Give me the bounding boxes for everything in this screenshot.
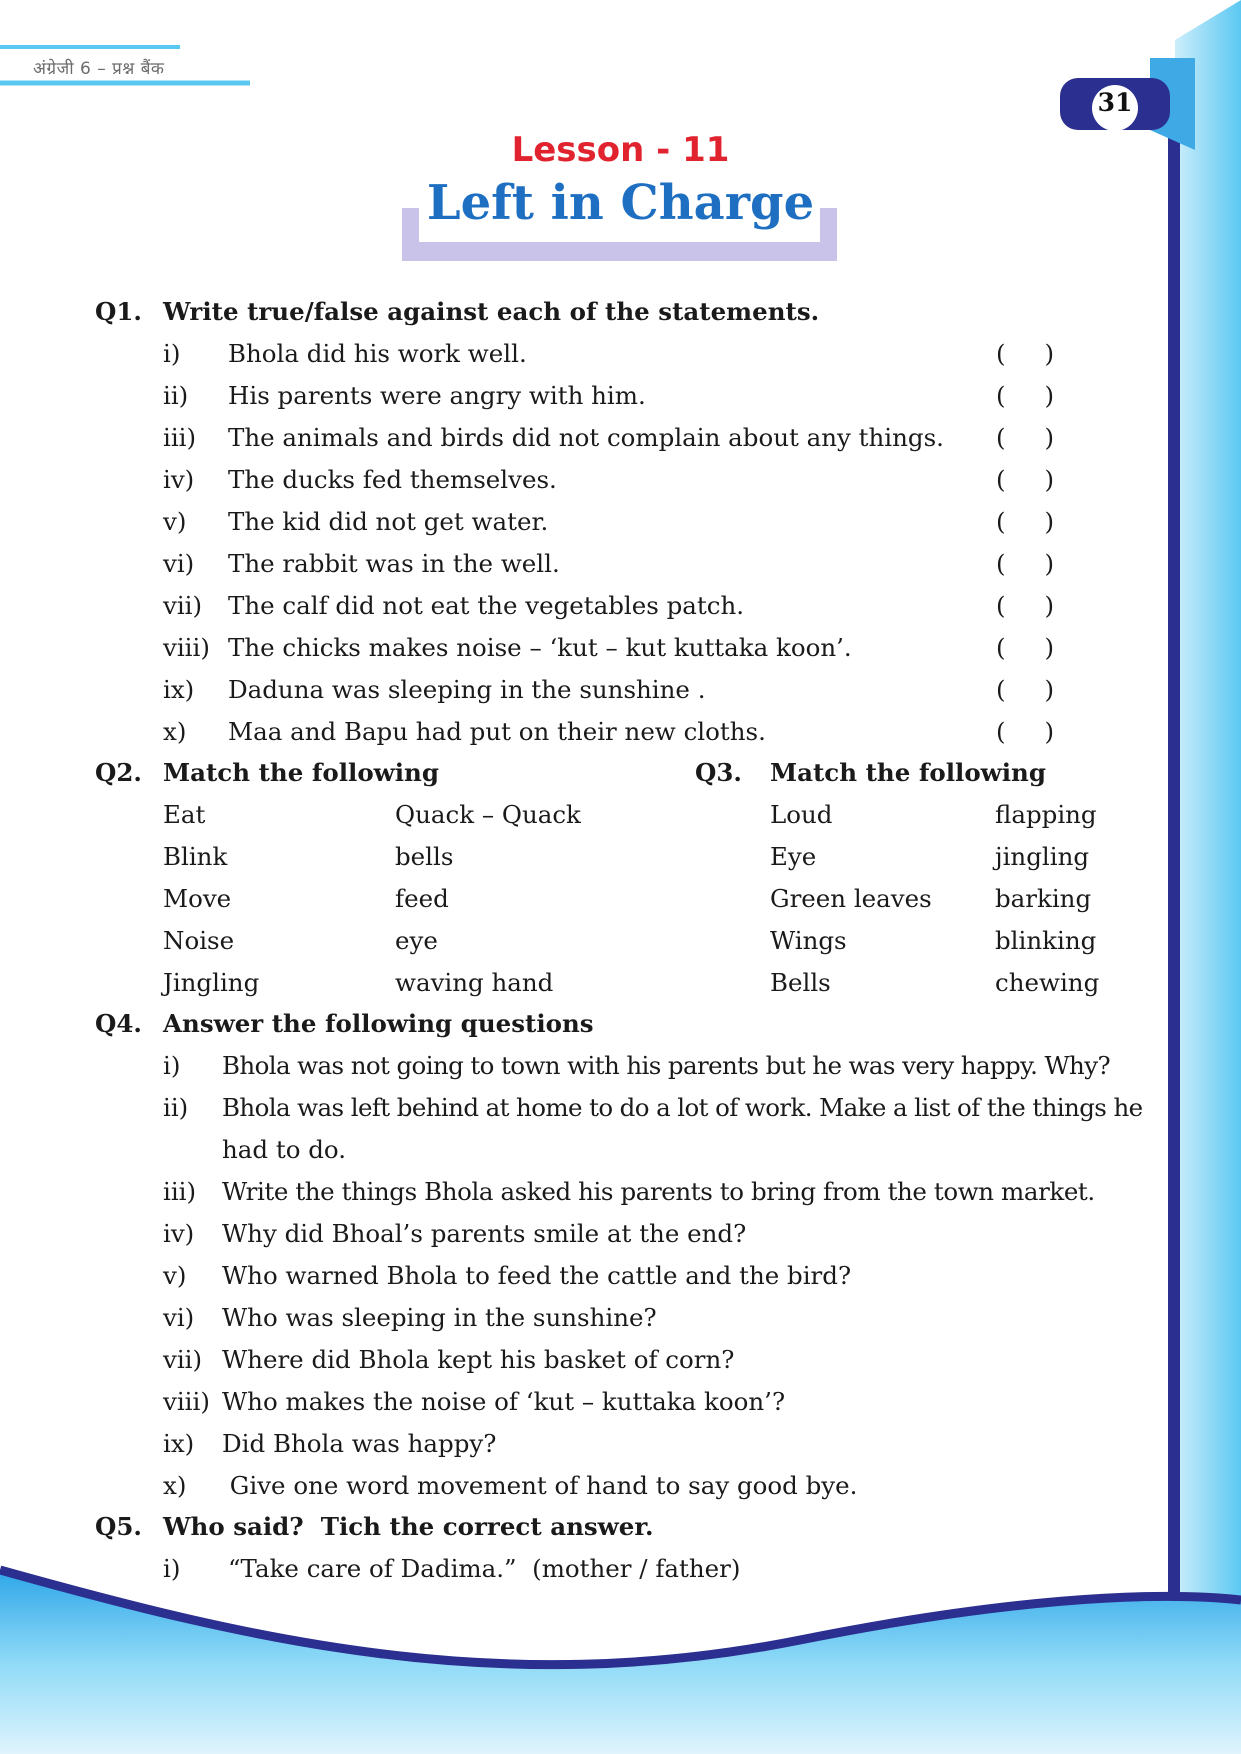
q4-item-num: x) bbox=[163, 1471, 187, 1500]
q4-item-text: Write the things Bhola asked his parents to bring from the town market. bbox=[222, 1177, 1095, 1206]
q1-item-num: i) bbox=[163, 339, 181, 368]
q4-item-text: Who makes the noise of ‘kut – kuttaka koon’? bbox=[222, 1387, 786, 1416]
q1-item-text: The animals and birds did not complain about any things. bbox=[228, 423, 944, 452]
q4-item-text: Who was sleeping in the sunshine? bbox=[222, 1303, 657, 1332]
q1-item-text: His parents were angry with him. bbox=[228, 381, 646, 410]
q1-item-num: iii) bbox=[163, 423, 197, 452]
q4-item-num: viii) bbox=[163, 1387, 210, 1416]
q4-item-num: i) bbox=[163, 1051, 181, 1080]
q1-item-text: Bhola did his work well. bbox=[228, 339, 527, 368]
q2-left-item: Eat bbox=[163, 800, 206, 829]
q1-label: Q1. bbox=[95, 297, 142, 326]
lesson-title: Left in Charge bbox=[426, 175, 815, 231]
q4-item-text: Why did Bhoal’s parents smile at the end? bbox=[222, 1219, 747, 1248]
q1-answer-blank[interactable]: ( ) bbox=[996, 591, 1055, 620]
q3-left-item: Loud bbox=[770, 800, 833, 829]
q5-item-text: “Take care of Dadima.” (mother / father) bbox=[228, 1554, 741, 1583]
q4-item-text-continued: had to do. bbox=[222, 1135, 347, 1164]
q1-answer-blank[interactable]: ( ) bbox=[996, 465, 1055, 494]
q2-right-item: bells bbox=[395, 842, 454, 871]
q4-item-num: v) bbox=[163, 1261, 187, 1290]
q1-item-num: v) bbox=[163, 507, 187, 536]
q3-left-item: Eye bbox=[770, 842, 817, 871]
q1-item-num: ix) bbox=[163, 675, 195, 704]
q1-item-text: The calf did not eat the vegetables patch. bbox=[228, 591, 745, 620]
q3-label: Q3. bbox=[695, 758, 742, 787]
q4-item-text: Bhola was left behind at home to do a lot of work. Make a list of the things he bbox=[222, 1093, 1143, 1122]
q5-heading: Who said? Tich the correct answer. bbox=[163, 1512, 654, 1541]
q2-left-item: Noise bbox=[163, 926, 235, 955]
q4-item-text: Did Bhola was happy? bbox=[222, 1429, 497, 1458]
q2-left-item: Jingling bbox=[163, 968, 260, 997]
q2-heading: Match the following bbox=[163, 758, 439, 787]
q1-answer-blank[interactable]: ( ) bbox=[996, 339, 1055, 368]
q3-left-item: Wings bbox=[770, 926, 847, 955]
q4-item-num: ix) bbox=[163, 1429, 195, 1458]
q5-label: Q5. bbox=[95, 1512, 142, 1541]
q1-item-text: Maa and Bapu had put on their new cloths. bbox=[228, 717, 766, 746]
q2-right-item: feed bbox=[395, 884, 449, 913]
q1-heading: Write true/false against each of the statements. bbox=[163, 297, 820, 326]
q2-right-item: eye bbox=[395, 926, 438, 955]
lesson-number: Lesson - 11 bbox=[511, 130, 730, 170]
q1-item-text: The ducks fed themselves. bbox=[228, 465, 557, 494]
q1-item-num: vii) bbox=[163, 591, 203, 620]
q2-left-item: Move bbox=[163, 884, 232, 913]
q1-item-num: ii) bbox=[163, 381, 189, 410]
q3-right-item: chewing bbox=[995, 968, 1100, 997]
q1-item-text: Daduna was sleeping in the sunshine . bbox=[228, 675, 706, 704]
q4-label: Q4. bbox=[95, 1009, 142, 1038]
q4-item-text: Where did Bhola kept his basket of corn? bbox=[222, 1345, 735, 1374]
q3-left-item: Green leaves bbox=[770, 884, 932, 913]
q5-item-num: i) bbox=[163, 1554, 181, 1583]
q1-item-num: viii) bbox=[163, 633, 210, 662]
q4-item-text: Who warned Bhola to feed the cattle and the bird? bbox=[222, 1261, 852, 1290]
q1-answer-blank[interactable]: ( ) bbox=[996, 507, 1055, 536]
q3-left-item: Bells bbox=[770, 968, 831, 997]
q2-right-item: Quack – Quack bbox=[395, 800, 581, 829]
q4-heading: Answer the following questions bbox=[163, 1009, 594, 1038]
q1-answer-blank[interactable]: ( ) bbox=[996, 717, 1055, 746]
q1-item-num: vi) bbox=[163, 549, 195, 578]
q2-right-item: waving hand bbox=[395, 968, 554, 997]
q1-item-num: x) bbox=[163, 717, 187, 746]
q2-left-item: Blink bbox=[163, 842, 228, 871]
q3-right-item: barking bbox=[995, 884, 1092, 913]
q1-item-num: iv) bbox=[163, 465, 195, 494]
q4-item-num: iv) bbox=[163, 1219, 195, 1248]
q3-heading: Match the following bbox=[770, 758, 1046, 787]
q1-answer-blank[interactable]: ( ) bbox=[996, 549, 1055, 578]
q1-item-text: The kid did not get water. bbox=[228, 507, 549, 536]
q1-item-text: The rabbit was in the well. bbox=[228, 549, 560, 578]
q1-item-text: The chicks makes noise – ‘kut – kut kuttaka koon’. bbox=[228, 633, 852, 662]
page-number: 31 bbox=[1097, 88, 1133, 117]
q3-right-item: flapping bbox=[995, 800, 1097, 829]
q1-answer-blank[interactable]: ( ) bbox=[996, 633, 1055, 662]
q1-answer-blank[interactable]: ( ) bbox=[996, 423, 1055, 452]
q1-answer-blank[interactable]: ( ) bbox=[996, 675, 1055, 704]
q1-answer-blank[interactable]: ( ) bbox=[996, 381, 1055, 410]
q4-item-num: iii) bbox=[163, 1177, 197, 1206]
q3-right-item: jingling bbox=[995, 842, 1090, 871]
q4-item-num: vi) bbox=[163, 1303, 195, 1332]
q4-item-num: ii) bbox=[163, 1093, 189, 1122]
q4-item-num: vii) bbox=[163, 1345, 203, 1374]
q4-item-text: Bhola was not going to town with his parents but he was very happy. Why? bbox=[222, 1051, 1111, 1080]
q4-item-text: Give one word movement of hand to say good bye. bbox=[222, 1471, 858, 1500]
q3-right-item: blinking bbox=[995, 926, 1097, 955]
q2-label: Q2. bbox=[95, 758, 142, 787]
book-header-label: अंग्रेजी 6 – प्रश्न बैंक bbox=[33, 59, 165, 79]
